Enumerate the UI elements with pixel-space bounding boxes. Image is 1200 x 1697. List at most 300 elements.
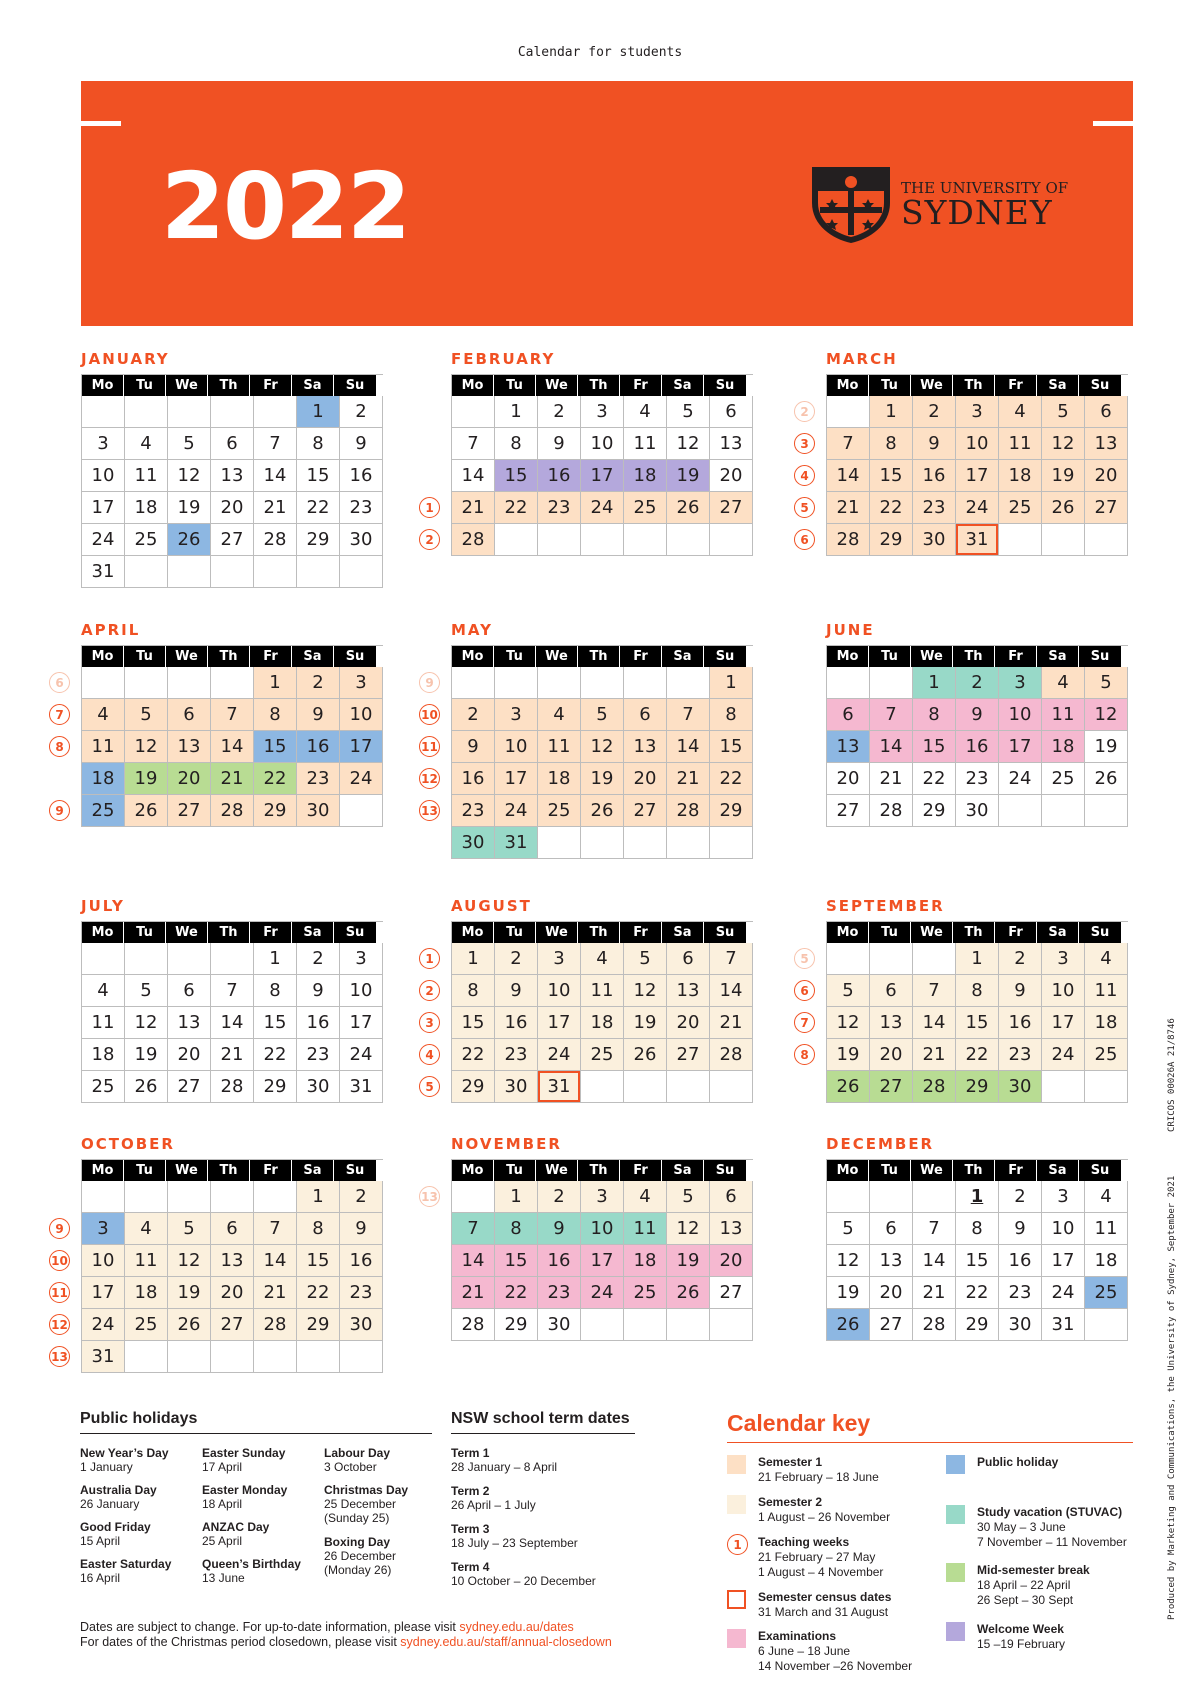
day-cell: 11 — [125, 460, 168, 492]
day-cell: 26 — [168, 1309, 211, 1341]
day-cell: 28 — [254, 1309, 297, 1341]
empty-cell — [581, 524, 624, 556]
weekday-header: Sa — [292, 646, 334, 667]
day-cell: 11 — [82, 1007, 125, 1039]
day-cell: 7 — [211, 975, 254, 1007]
day-cell: 25 — [125, 524, 168, 556]
school-terms-rule — [451, 1433, 635, 1434]
weekday-header: We — [536, 1160, 578, 1181]
day-cell: 8 — [710, 699, 753, 731]
day-cell: 20 — [211, 1277, 254, 1309]
public-holidays-title: Public holidays — [80, 1410, 198, 1427]
day-cell: 10 — [340, 975, 383, 1007]
day-cell: 4 — [538, 699, 581, 731]
closedown-link[interactable]: sydney.edu.au/staff/annual-closedown — [400, 1635, 612, 1649]
day-cell: 19 — [125, 1039, 168, 1071]
weekday-header: Su — [1079, 375, 1121, 396]
day-cell: 1 — [956, 1181, 999, 1213]
weekday-header: Mo — [827, 1160, 869, 1181]
day-cell: 10 — [581, 1213, 624, 1245]
week-row — [452, 396, 753, 428]
weekday-header: Su — [334, 1160, 376, 1181]
weekday-header: Tu — [869, 922, 911, 943]
day-cell: 12 — [624, 975, 667, 1007]
weekday-header: Sa — [662, 646, 704, 667]
day-cell: 18 — [125, 1277, 168, 1309]
day-cell: 21 — [667, 763, 710, 795]
day-cell: 3 — [82, 1213, 125, 1245]
day-cell: 8 — [956, 1213, 999, 1245]
day-cell: 25 — [1085, 1039, 1128, 1071]
day-cell: 16 — [538, 460, 581, 492]
day-cell: 2 — [495, 943, 538, 975]
day-cell: 29 — [297, 1309, 340, 1341]
week-row — [827, 763, 1128, 795]
footnote-closedown: For dates of the Christmas period closedown, please visit sydney.edu.au/staff/annual-closedown — [80, 1635, 612, 1649]
weekday-header: Sa — [1037, 646, 1079, 667]
weekday-header: Su — [704, 375, 746, 396]
day-cell: 5 — [667, 396, 710, 428]
week-row — [452, 731, 753, 763]
day-cell: 16 — [452, 763, 495, 795]
month-name: NOVEMBER — [451, 1135, 562, 1153]
weekday-header: Su — [1079, 922, 1121, 943]
day-cell: 31 — [538, 1071, 581, 1103]
day-cell: 27 — [710, 492, 753, 524]
week-row — [827, 460, 1128, 492]
school-term-item: Term 4 10 October – 20 December — [451, 1560, 596, 1588]
weekday-header: Su — [1079, 646, 1121, 667]
weekday-header: We — [166, 922, 208, 943]
weekday-header: Mo — [452, 922, 494, 943]
empty-cell — [125, 943, 168, 975]
day-cell: 29 — [254, 795, 297, 827]
cricos-code: CRICOS 00026A 21/8746 — [1167, 1018, 1177, 1132]
day-cell: 16 — [340, 460, 383, 492]
day-cell: 28 — [211, 1071, 254, 1103]
day-cell: 31 — [82, 556, 125, 588]
day-cell: 5 — [827, 1213, 870, 1245]
day-cell: 1 — [452, 943, 495, 975]
day-cell: 10 — [999, 699, 1042, 731]
day-cell: 7 — [913, 1213, 956, 1245]
week-row — [82, 1245, 383, 1277]
day-cell: 30 — [297, 1071, 340, 1103]
key-item: Semester 1 21 February – 18 June — [758, 1455, 879, 1484]
holiday-item: Easter Sunday 17 April — [202, 1446, 286, 1474]
week-row — [827, 492, 1128, 524]
day-cell: 21 — [452, 492, 495, 524]
day-cell: 16 — [999, 1007, 1042, 1039]
empty-cell — [168, 943, 211, 975]
day-cell: 26 — [1042, 492, 1085, 524]
month-name: JANUARY — [81, 350, 170, 368]
weekday-header: Su — [334, 646, 376, 667]
day-cell: 9 — [297, 699, 340, 731]
day-cell: 1 — [913, 667, 956, 699]
week-row — [827, 428, 1128, 460]
day-cell: 11 — [624, 1213, 667, 1245]
day-cell: 18 — [125, 492, 168, 524]
year-title: 2022 — [161, 153, 410, 260]
day-cell: 3 — [340, 667, 383, 699]
day-cell: 14 — [913, 1245, 956, 1277]
empty-cell — [624, 1071, 667, 1103]
key-item: Semester census dates 31 March and 31 August — [758, 1590, 892, 1619]
weekday-header: Tu — [869, 375, 911, 396]
week-row — [827, 699, 1128, 731]
week-row — [827, 396, 1128, 428]
weekday-header: Fr — [995, 1160, 1037, 1181]
month-name: FEBRUARY — [451, 350, 556, 368]
empty-cell — [710, 827, 753, 859]
weekday-header: Su — [1079, 1160, 1121, 1181]
day-cell: 10 — [82, 1245, 125, 1277]
day-cell: 28 — [667, 795, 710, 827]
day-cell: 12 — [581, 731, 624, 763]
month-grid — [826, 921, 1128, 1103]
holiday-item: ANZAC Day 25 April — [202, 1520, 270, 1548]
weekday-header: We — [911, 1160, 953, 1181]
day-cell: 27 — [624, 795, 667, 827]
day-cell: 19 — [168, 1277, 211, 1309]
month-grid — [81, 645, 383, 827]
day-cell: 23 — [340, 1277, 383, 1309]
day-cell: 5 — [1042, 396, 1085, 428]
day-cell: 27 — [168, 1071, 211, 1103]
empty-cell — [710, 1309, 753, 1341]
day-cell: 12 — [125, 1007, 168, 1039]
empty-cell — [125, 667, 168, 699]
weekday-header: Fr — [250, 922, 292, 943]
empty-cell — [827, 396, 870, 428]
empty-cell — [495, 524, 538, 556]
day-cell: 24 — [1042, 1277, 1085, 1309]
day-cell: 14 — [211, 731, 254, 763]
weekday-header: Tu — [124, 1160, 166, 1181]
day-cell: 22 — [913, 763, 956, 795]
empty-cell — [340, 556, 383, 588]
day-cell: 21 — [452, 1277, 495, 1309]
day-cell: 30 — [999, 1071, 1042, 1103]
week-row — [82, 460, 383, 492]
day-cell: 6 — [168, 699, 211, 731]
day-cell: 9 — [340, 1213, 383, 1245]
day-cell: 26 — [125, 1071, 168, 1103]
day-cell: 30 — [340, 1309, 383, 1341]
key-swatch — [946, 1563, 965, 1582]
week-row — [452, 795, 753, 827]
empty-cell — [168, 667, 211, 699]
day-cell: 10 — [1042, 975, 1085, 1007]
empty-cell — [913, 1181, 956, 1213]
day-cell: 23 — [340, 492, 383, 524]
teaching-week-badge: 13 — [419, 800, 440, 821]
day-cell: 17 — [1042, 1245, 1085, 1277]
day-cell: 22 — [495, 1277, 538, 1309]
month-grid — [826, 374, 1128, 556]
day-cell: 21 — [710, 1007, 753, 1039]
day-cell: 1 — [254, 667, 297, 699]
weekday-header: We — [166, 646, 208, 667]
day-cell: 14 — [452, 1245, 495, 1277]
day-cell: 14 — [913, 1007, 956, 1039]
day-cell: 25 — [624, 1277, 667, 1309]
day-cell: 9 — [340, 428, 383, 460]
day-cell: 7 — [452, 428, 495, 460]
weekday-header: Th — [208, 375, 250, 396]
weekday-header: Sa — [1037, 375, 1079, 396]
day-cell: 5 — [581, 699, 624, 731]
day-cell: 17 — [581, 460, 624, 492]
month-name: JULY — [81, 897, 125, 915]
day-cell: 23 — [452, 795, 495, 827]
teaching-week-badge: 13 — [419, 1186, 440, 1207]
weekday-header: Th — [953, 375, 995, 396]
day-cell: 21 — [913, 1277, 956, 1309]
empty-cell — [211, 667, 254, 699]
weekday-header: Mo — [827, 375, 869, 396]
holiday-item: Australia Day 26 January — [80, 1483, 157, 1511]
holiday-item: Christmas Day 25 December (Sunday 25) — [324, 1483, 409, 1525]
day-cell: 11 — [999, 428, 1042, 460]
day-cell: 28 — [870, 795, 913, 827]
day-cell: 26 — [581, 795, 624, 827]
key-item: Welcome Week 15 –19 February — [977, 1622, 1066, 1651]
day-cell: 7 — [254, 428, 297, 460]
weekday-header: Sa — [662, 1160, 704, 1181]
week-row — [452, 1071, 753, 1103]
day-cell: 19 — [827, 1277, 870, 1309]
empty-cell — [538, 524, 581, 556]
day-cell: 28 — [452, 1309, 495, 1341]
day-cell: 3 — [340, 943, 383, 975]
week-row — [82, 943, 383, 975]
day-cell: 14 — [827, 460, 870, 492]
day-cell: 15 — [956, 1007, 999, 1039]
weekday-header: Th — [953, 646, 995, 667]
day-cell: 13 — [168, 1007, 211, 1039]
dates-link[interactable]: sydney.edu.au/dates — [459, 1620, 574, 1634]
day-cell: 21 — [913, 1039, 956, 1071]
week-row — [827, 943, 1128, 975]
week-row — [452, 460, 753, 492]
empty-cell — [538, 827, 581, 859]
day-cell: 22 — [452, 1039, 495, 1071]
day-cell: 31 — [82, 1341, 125, 1373]
empty-cell — [211, 1181, 254, 1213]
key-swatch — [727, 1495, 746, 1514]
day-cell: 27 — [870, 1309, 913, 1341]
day-cell: 14 — [254, 460, 297, 492]
weekday-header: Fr — [995, 922, 1037, 943]
weekday-header: Fr — [620, 646, 662, 667]
day-cell: 20 — [870, 1277, 913, 1309]
day-cell: 9 — [999, 975, 1042, 1007]
day-cell: 6 — [211, 428, 254, 460]
day-cell: 24 — [538, 1039, 581, 1071]
day-cell: 11 — [1085, 1213, 1128, 1245]
empty-cell — [254, 1181, 297, 1213]
week-row — [82, 1309, 383, 1341]
school-term-item: Term 1 28 January – 8 April — [451, 1446, 558, 1474]
day-cell: 2 — [340, 1181, 383, 1213]
day-cell: 19 — [125, 763, 168, 795]
weekday-header: Tu — [124, 375, 166, 396]
day-cell: 1 — [956, 943, 999, 975]
week-row — [452, 1007, 753, 1039]
empty-cell — [1085, 1071, 1128, 1103]
day-cell: 8 — [495, 428, 538, 460]
empty-cell — [667, 524, 710, 556]
day-cell: 22 — [254, 763, 297, 795]
day-cell: 24 — [581, 492, 624, 524]
day-cell: 6 — [870, 975, 913, 1007]
weekday-header: Fr — [250, 1160, 292, 1181]
week-row — [82, 428, 383, 460]
teaching-week-badge: 7 — [49, 704, 70, 725]
week-row — [827, 1071, 1128, 1103]
week-row — [452, 667, 753, 699]
holiday-item: Good Friday 15 April — [80, 1520, 151, 1548]
day-cell: 22 — [870, 492, 913, 524]
teaching-week-badge: 9 — [49, 1218, 70, 1239]
empty-cell — [168, 1181, 211, 1213]
weekday-header: Su — [334, 375, 376, 396]
teaching-week-key-icon: 1 — [727, 1534, 748, 1555]
day-cell: 26 — [125, 795, 168, 827]
month-grid — [81, 374, 383, 588]
day-cell: 5 — [125, 975, 168, 1007]
day-cell: 4 — [1085, 943, 1128, 975]
day-cell: 13 — [710, 1213, 753, 1245]
weekday-header: Fr — [995, 646, 1037, 667]
month-grid — [451, 645, 753, 859]
day-cell: 4 — [1085, 1181, 1128, 1213]
week-row — [82, 556, 383, 588]
day-cell: 17 — [82, 1277, 125, 1309]
day-cell: 12 — [667, 428, 710, 460]
day-cell: 20 — [211, 492, 254, 524]
key-item: Teaching weeks 21 February – 27 May 1 August – 4 November — [758, 1535, 884, 1579]
empty-cell — [452, 1181, 495, 1213]
empty-cell — [667, 1309, 710, 1341]
week-row — [82, 1039, 383, 1071]
week-row — [452, 827, 753, 859]
day-cell: 23 — [956, 763, 999, 795]
day-cell: 19 — [827, 1039, 870, 1071]
day-cell: 27 — [827, 795, 870, 827]
day-cell: 18 — [1042, 731, 1085, 763]
teaching-week-badge: 7 — [794, 1012, 815, 1033]
teaching-week-badge: 13 — [49, 1346, 70, 1367]
empty-cell — [211, 556, 254, 588]
day-cell: 12 — [1085, 699, 1128, 731]
empty-cell — [870, 1181, 913, 1213]
day-cell: 13 — [211, 1245, 254, 1277]
weekday-header: Th — [208, 646, 250, 667]
day-cell: 17 — [340, 731, 383, 763]
day-cell: 9 — [999, 1213, 1042, 1245]
week-row — [452, 975, 753, 1007]
day-cell: 16 — [956, 731, 999, 763]
day-cell: 3 — [1042, 1181, 1085, 1213]
footnotes — [80, 1620, 612, 1650]
day-cell: 20 — [667, 1007, 710, 1039]
teaching-week-badge: 6 — [794, 529, 815, 550]
day-cell: 22 — [297, 492, 340, 524]
day-cell: 3 — [1042, 943, 1085, 975]
day-cell: 18 — [624, 460, 667, 492]
weekday-header: Mo — [82, 1160, 124, 1181]
day-cell: 3 — [581, 396, 624, 428]
day-cell: 28 — [913, 1309, 956, 1341]
day-cell: 10 — [495, 731, 538, 763]
weekday-header: Su — [704, 1160, 746, 1181]
teaching-week-badge: 1 — [419, 948, 440, 969]
weekday-header: Fr — [620, 375, 662, 396]
day-cell: 12 — [168, 1245, 211, 1277]
day-cell: 11 — [581, 975, 624, 1007]
day-cell: 3 — [538, 943, 581, 975]
weekday-header: Tu — [869, 646, 911, 667]
week-row — [82, 1213, 383, 1245]
day-cell: 18 — [1085, 1007, 1128, 1039]
day-cell: 22 — [956, 1039, 999, 1071]
week-row — [827, 795, 1128, 827]
year-banner — [81, 81, 1133, 326]
day-cell: 6 — [870, 1213, 913, 1245]
day-cell: 16 — [538, 1245, 581, 1277]
day-cell: 14 — [452, 460, 495, 492]
empty-cell — [581, 667, 624, 699]
day-cell: 12 — [1042, 428, 1085, 460]
day-cell: 27 — [710, 1277, 753, 1309]
calendar-key-title: Calendar key — [727, 1410, 871, 1436]
empty-cell — [168, 1341, 211, 1373]
day-cell: 28 — [710, 1039, 753, 1071]
day-cell: 11 — [1085, 975, 1128, 1007]
day-cell: 3 — [495, 699, 538, 731]
week-row — [452, 1181, 753, 1213]
day-cell: 5 — [168, 1213, 211, 1245]
weekday-header: Su — [334, 922, 376, 943]
day-cell: 18 — [1085, 1245, 1128, 1277]
day-cell: 7 — [913, 975, 956, 1007]
week-row — [827, 667, 1128, 699]
day-cell: 18 — [82, 1039, 125, 1071]
weekday-header: Fr — [995, 375, 1037, 396]
empty-cell — [254, 1341, 297, 1373]
week-row — [82, 1007, 383, 1039]
day-cell: 20 — [168, 1039, 211, 1071]
day-cell: 16 — [495, 1007, 538, 1039]
day-cell: 7 — [870, 699, 913, 731]
day-cell: 27 — [168, 795, 211, 827]
day-cell: 18 — [999, 460, 1042, 492]
day-cell: 10 — [82, 460, 125, 492]
day-cell: 6 — [710, 396, 753, 428]
day-cell: 23 — [495, 1039, 538, 1071]
day-cell: 30 — [999, 1309, 1042, 1341]
teaching-week-badge: 9 — [49, 800, 70, 821]
university-name-line2: SYDNEY — [901, 193, 1053, 232]
day-cell: 18 — [581, 1007, 624, 1039]
day-cell: 28 — [913, 1071, 956, 1103]
weekday-header: Tu — [124, 922, 166, 943]
week-row — [452, 763, 753, 795]
month-grid — [451, 374, 753, 556]
